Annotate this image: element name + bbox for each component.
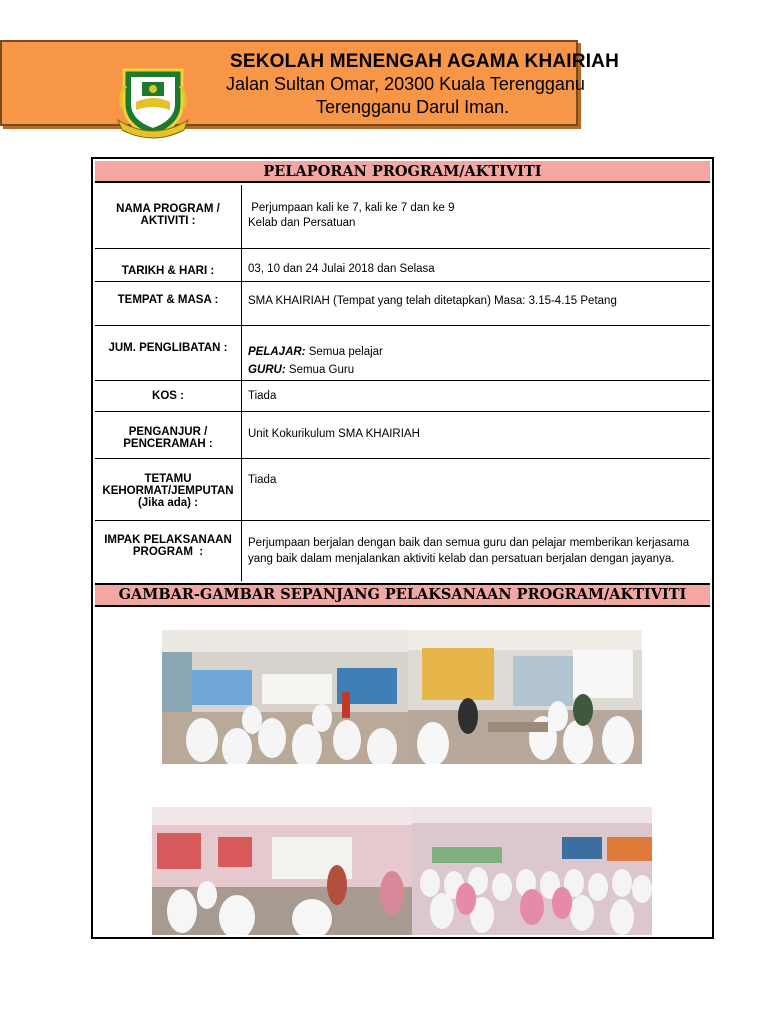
row-value: Tiada xyxy=(248,389,277,402)
row-label: KOS : xyxy=(95,381,242,411)
school-address-line2: Terengganu Darul Iman. xyxy=(316,97,510,117)
row-value: Tiada xyxy=(248,474,277,486)
row-value: 03, 10 dan 24 Julai 2018 dan Selasa xyxy=(248,263,435,275)
school-name: SEKOLAH MENENGAH AGAMA KHAIRIAH xyxy=(230,51,620,72)
report-table xyxy=(91,157,714,939)
row-label: NAMA PROGRAM / AKTIVITI : xyxy=(95,185,242,248)
classroom-photo-1 xyxy=(162,630,408,764)
row-place-time xyxy=(95,282,710,326)
row-guests xyxy=(95,459,710,521)
row-label: PENGANJUR / PENCERAMAH : xyxy=(95,412,242,458)
row-cost xyxy=(95,381,710,412)
report-title: PELAPORAN PROGRAM/AKTIVITI xyxy=(95,161,710,183)
row-participation xyxy=(95,326,710,381)
school-address-line1: Jalan Sultan Omar, 20300 Kuala Terengganu xyxy=(226,74,585,94)
row-value: Unit Kokurikulum SMA KHAIRIAH xyxy=(248,428,420,440)
school-crest-logo xyxy=(116,64,190,140)
row-value: Perjumpaan kali ke 7, kali ke 7 dan ke 9 Kelab dan Persatuan xyxy=(248,202,455,229)
row-label: TEMPAT & MASA : xyxy=(95,282,242,325)
classroom-photo-2 xyxy=(408,630,642,764)
classroom-photo-4 xyxy=(412,807,652,935)
row-date xyxy=(95,249,710,282)
row-label: IMPAK PELAKSANAAN PROGRAM : xyxy=(95,521,242,581)
photos-section-title: GAMBAR-GAMBAR SEPANJANG PELAKSANAAN PROGRAM/AKTIVITI xyxy=(95,583,710,607)
row-value: PELAJAR: Semua pelajar GURU: Semua Guru xyxy=(248,346,383,376)
row-label: TETAMU KEHORMAT/JEMPUTAN (Jika ada) : xyxy=(95,459,242,520)
classroom-photo-3 xyxy=(152,807,412,935)
row-impact xyxy=(95,521,710,581)
row-label: TARIKH & HARI : xyxy=(95,249,242,281)
row-value: Perjumpaan berjalan dengan baik dan semua guru dan pelajar memberikan kerjasama yang baik dalam menjalankan aktiviti kelab dan persatuan berjalan dengan jayanya. xyxy=(248,537,690,565)
row-program-name xyxy=(95,185,710,249)
row-value: SMA KHAIRIAH (Tempat yang telah ditetapkan) Masa: 3.15-4.15 Petang xyxy=(248,295,617,307)
row-label: JUM. PENGLIBATAN : xyxy=(95,326,242,380)
row-organizer xyxy=(95,412,710,459)
